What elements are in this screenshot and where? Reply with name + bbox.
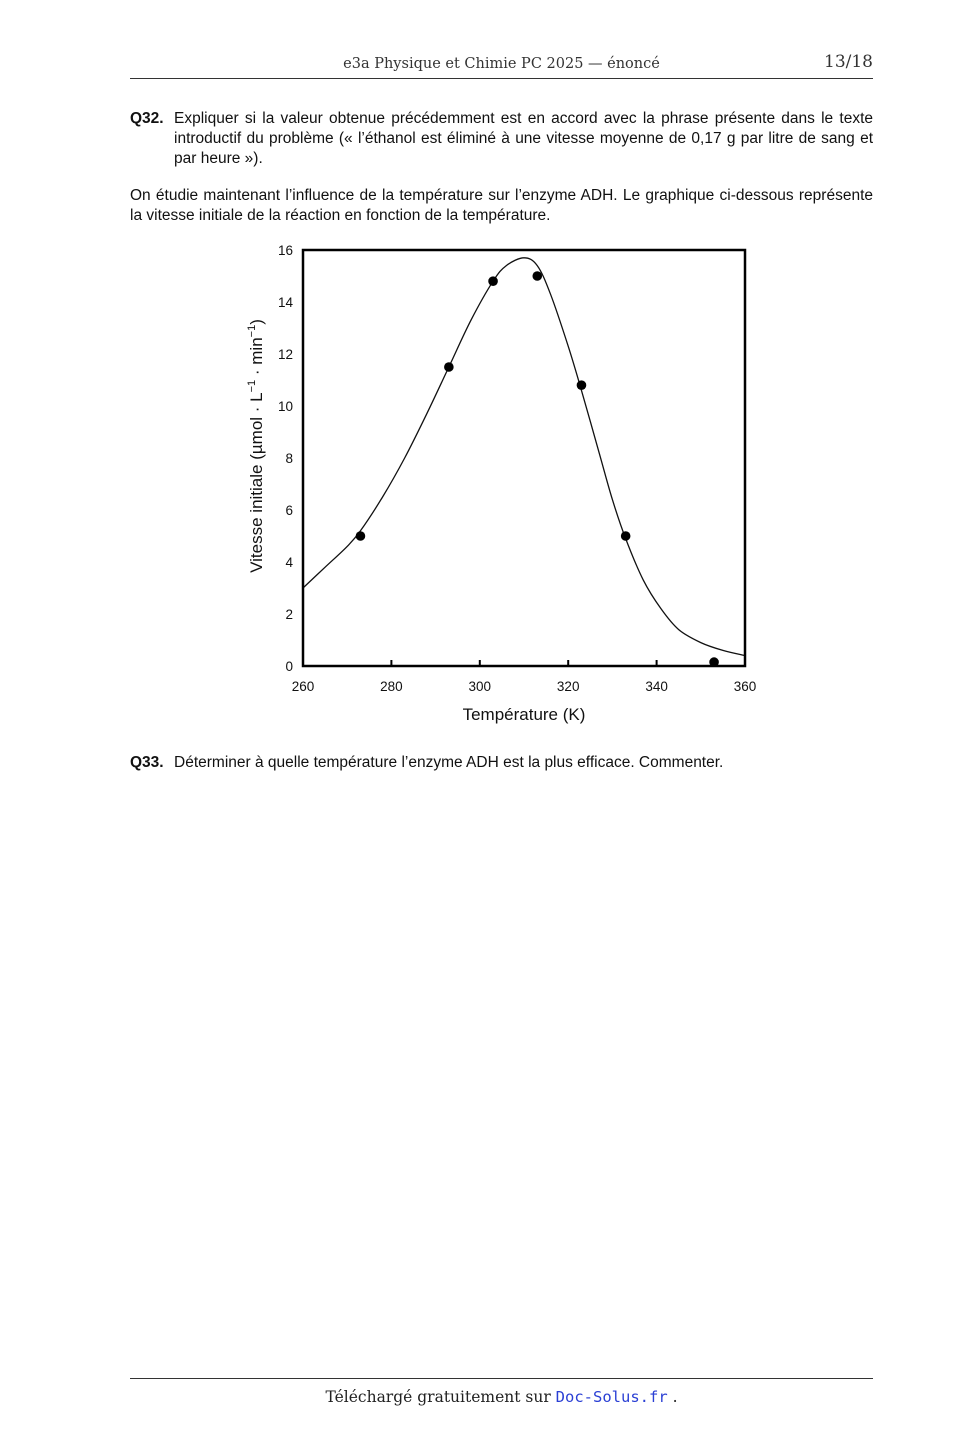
plot-frame bbox=[303, 250, 745, 666]
y-tick-label-14: 14 bbox=[277, 295, 293, 310]
question-32-label: Q32. bbox=[130, 110, 164, 127]
question-33-text: Déterminer à quelle température l’enzyme ADH est la plus efficace. Commenter. bbox=[174, 754, 724, 771]
fit-curve bbox=[303, 258, 745, 656]
question-33 bbox=[130, 753, 873, 773]
y-axis-label-end: ) bbox=[247, 319, 266, 325]
data-point-5 bbox=[621, 531, 631, 541]
y-tick-label-16: 16 bbox=[277, 243, 293, 258]
temperature-rate-chart bbox=[240, 238, 770, 728]
data-points-layer bbox=[356, 271, 719, 667]
y-tick-label-0: 0 bbox=[285, 659, 293, 674]
footer-divider bbox=[130, 1378, 873, 1379]
y-axis-label-sup2: −1 bbox=[246, 324, 258, 338]
y-axis-label-main: Vitesse initiale (µmol · L bbox=[247, 392, 266, 573]
y-tick-label-2: 2 bbox=[285, 607, 293, 622]
chart-axes-layer bbox=[278, 243, 756, 694]
question-33-label: Q33. bbox=[130, 754, 164, 771]
page-number: 13/18 bbox=[824, 52, 873, 72]
page-footer bbox=[130, 1388, 873, 1406]
data-point-0 bbox=[356, 531, 366, 541]
x-tick-label-360: 360 bbox=[733, 679, 757, 694]
question-32-text: Expliquer si la valeur obtenue précédemment est en accord avec la phrase présente dans le texte introductif du problème (« l’éthanol est éliminé à une vitesse moyenne de 0,17 g par litre de sang et par heure »). bbox=[174, 110, 873, 167]
y-axis-label bbox=[246, 319, 266, 573]
footer-link[interactable]: Doc-Solus.fr bbox=[555, 1388, 668, 1406]
footer-prefix: Téléchargé gratuitement sur bbox=[325, 1388, 556, 1406]
y-tick-label-4: 4 bbox=[285, 555, 293, 570]
y-axis-label-sup1: −1 bbox=[246, 379, 258, 393]
footer-suffix: . bbox=[667, 1388, 678, 1406]
x-tick-label-280: 280 bbox=[380, 679, 403, 694]
question-32 bbox=[130, 109, 873, 169]
x-tick-label-300: 300 bbox=[468, 679, 492, 694]
x-tick-label-340: 340 bbox=[645, 679, 668, 694]
x-axis-label: Température (K) bbox=[462, 705, 586, 724]
y-tick-label-8: 8 bbox=[285, 451, 293, 466]
y-tick-label-10: 10 bbox=[277, 399, 293, 414]
x-tick-label-320: 320 bbox=[556, 679, 580, 694]
data-point-4 bbox=[577, 380, 587, 390]
intro-paragraph: On étudie maintenant l’influence de la température sur l’enzyme ADH. Le graphique ci-dessous représente la vitesse initiale de la réaction en fonction de la température. bbox=[130, 187, 873, 224]
page-header bbox=[130, 50, 873, 79]
y-axis-label-mid: · min bbox=[247, 337, 266, 380]
header-title: e3a Physique et Chimie PC 2025 — énoncé bbox=[343, 56, 660, 72]
data-point-2 bbox=[488, 276, 498, 286]
data-point-1 bbox=[444, 362, 454, 372]
y-tick-label-12: 12 bbox=[277, 347, 293, 362]
x-tick-label-260: 260 bbox=[291, 679, 315, 694]
data-point-3 bbox=[532, 271, 542, 281]
y-tick-label-6: 6 bbox=[285, 503, 293, 518]
